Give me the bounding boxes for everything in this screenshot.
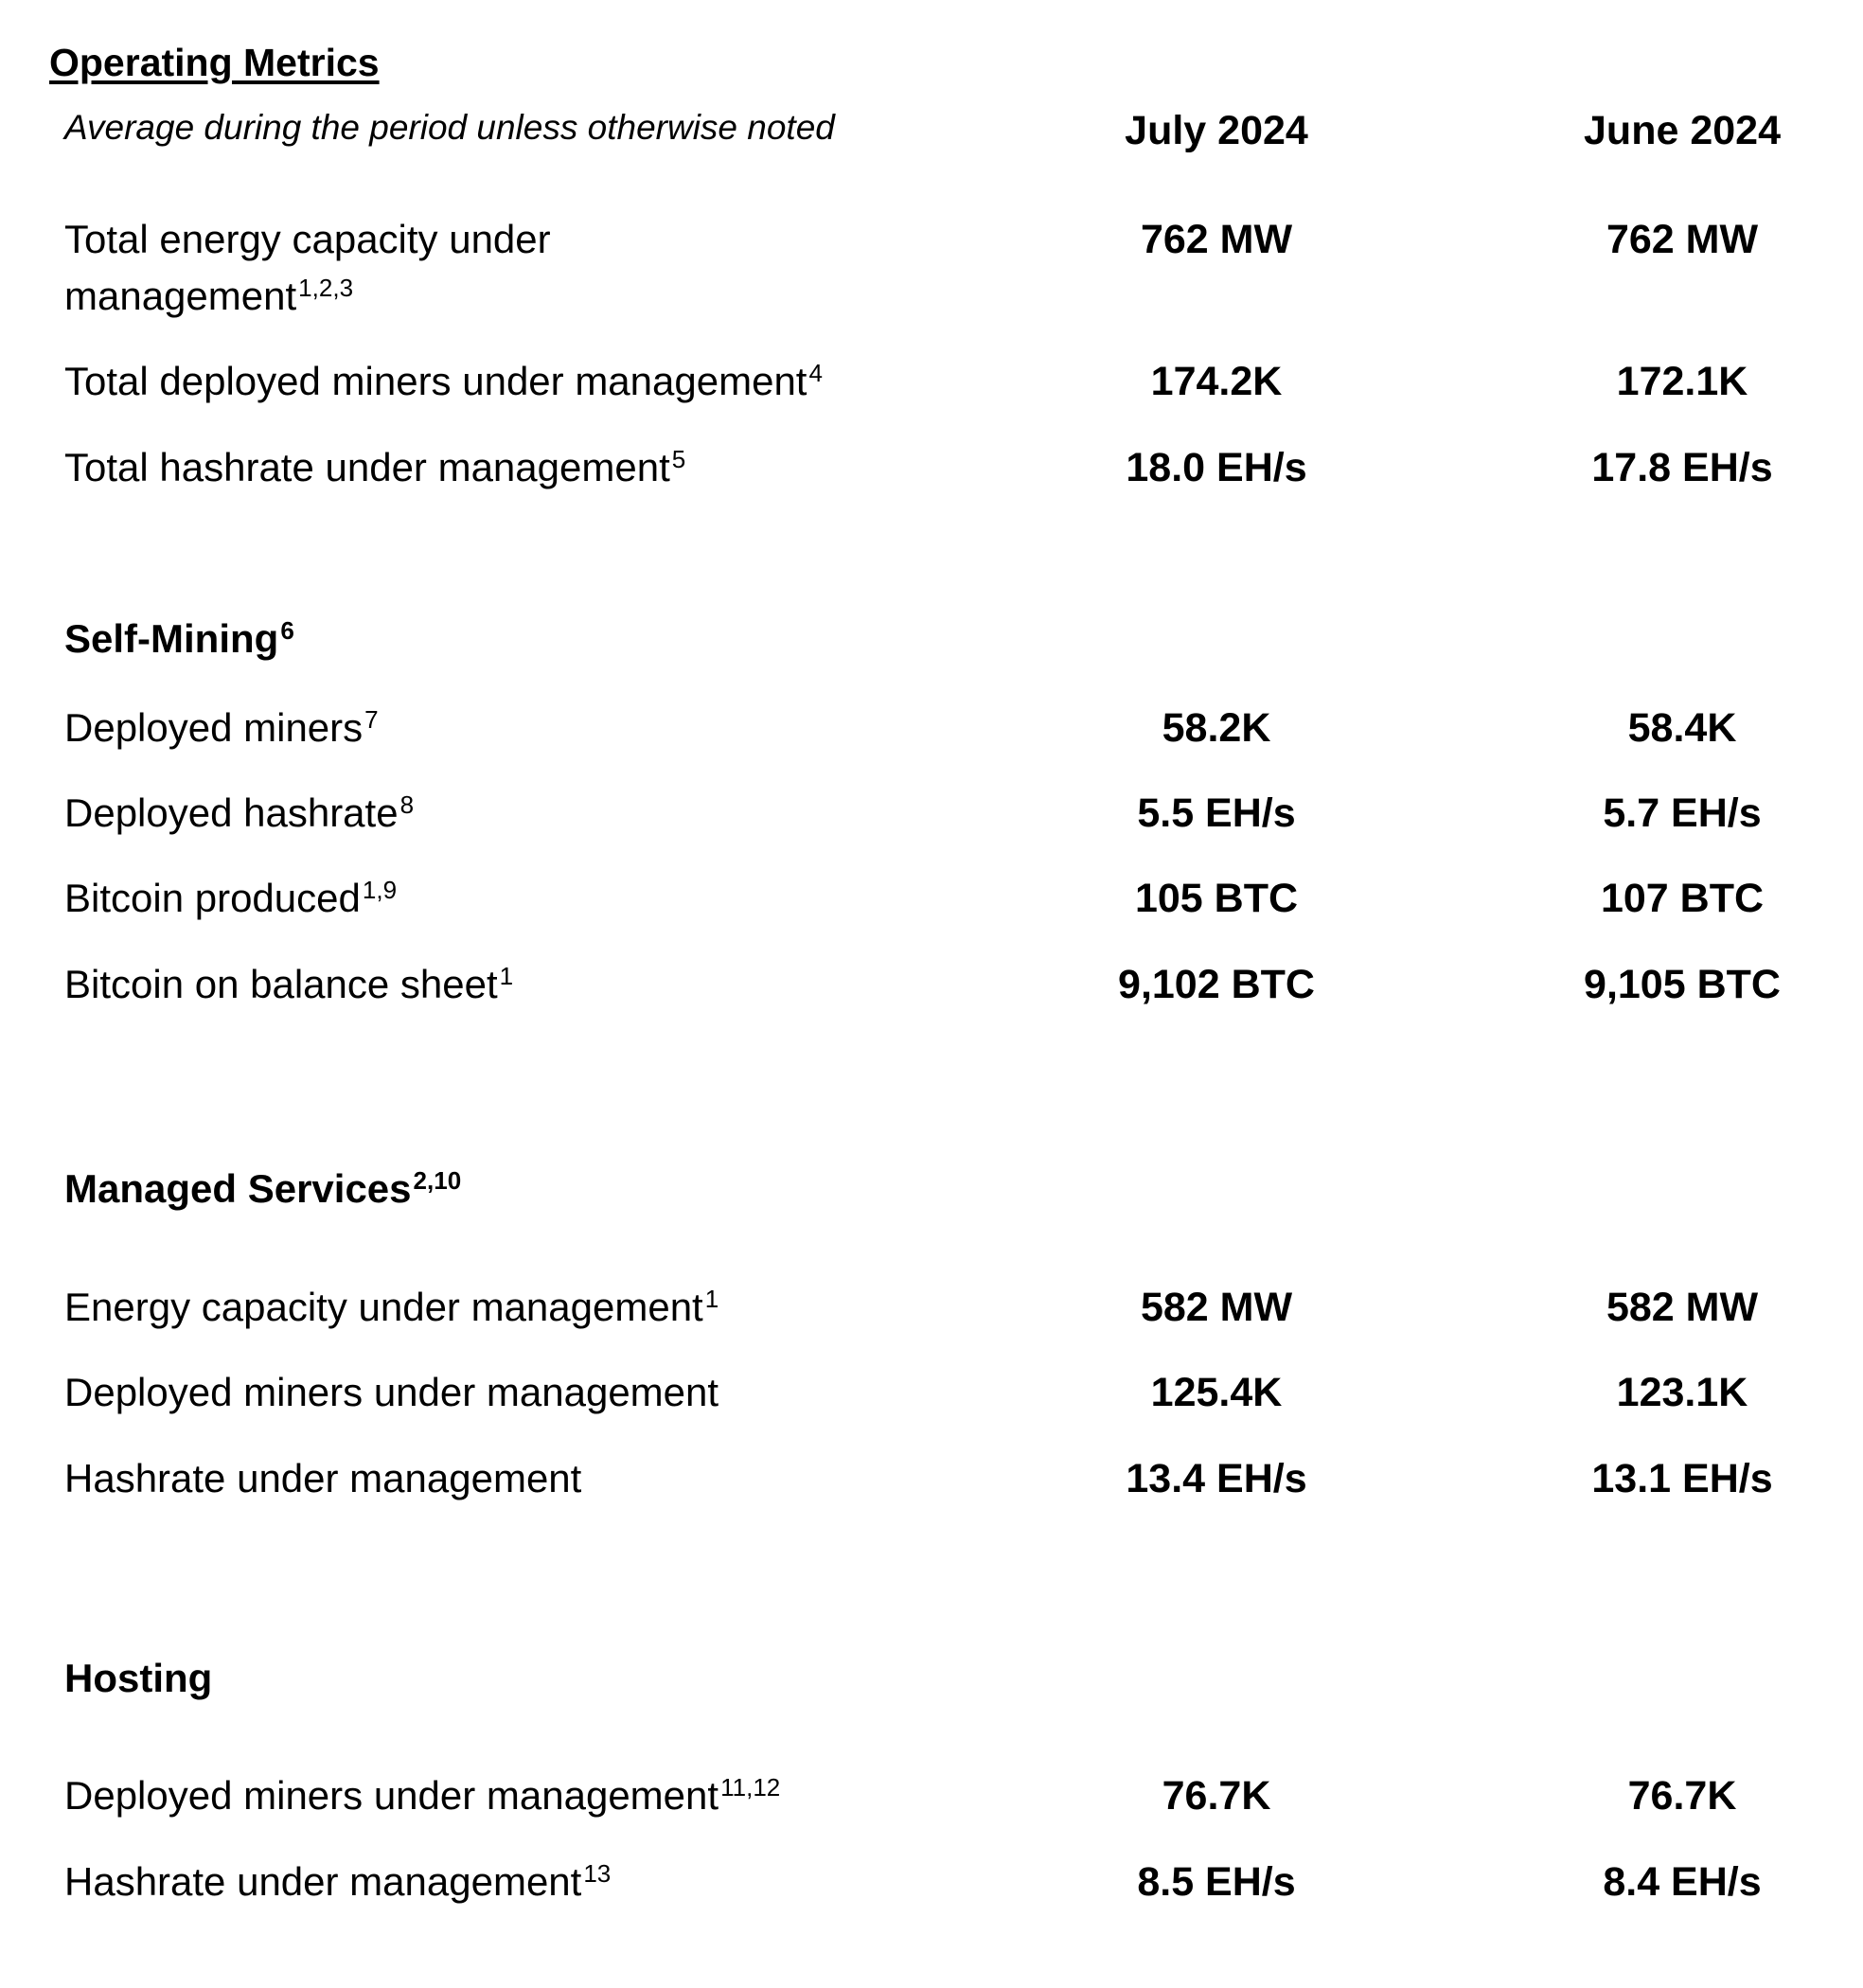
value-june-deployed-hashrate: 5.7 EH/s [1603,790,1762,836]
column-header-july-2024: July 2024 [1125,108,1308,153]
value-july-hosting-deployed-miners: 76.7K [1162,1773,1271,1819]
row-label-deployed-hashrate: Deployed hashrate$^8$ [64,790,415,835]
page-title: Operating Metrics [49,41,380,84]
value-july-deployed-miners: 58.2K [1162,705,1271,751]
value-june-managed-hashrate: 13.1 EH/s [1591,1456,1773,1501]
value-june-bitcoin-on-balance-sheet: 9,105 BTC [1584,962,1781,1007]
value-july-managed-deployed-miners: 125.4K [1150,1370,1283,1415]
section-title-managed-services: Managed Services$^{2,10}$ [64,1165,462,1211]
section-title-self-mining: Self-Mining$^6$ [64,615,294,661]
value-july-bitcoin-produced: 105 BTC [1134,876,1299,921]
value-july-deployed-hashrate: 5.5 EH/s [1137,790,1296,836]
value-july-total-energy-capacity: 762 MW [1140,217,1293,262]
row-label-total-energy-capacity: Total energy capacity under management$^{1,2,3}$ [64,217,551,318]
value-june-total-hashrate: 17.8 EH/s [1591,445,1773,490]
row-label-managed-deployed-miners: Deployed miners under management [64,1370,719,1414]
row-label-bitcoin-produced: Bitcoin produced$^{1,9}$ [64,875,398,920]
value-july-total-hashrate: 18.0 EH/s [1126,445,1307,490]
column-header-june-2024: June 2024 [1584,108,1781,153]
row-label-hosting-hashrate: Hashrate under management$^{13}$ [64,1858,612,1904]
value-july-energy-capacity: 582 MW [1140,1285,1293,1330]
value-june-deployed-miners: 58.4K [1627,705,1737,751]
row-label-deployed-miners: Deployed miners$^7$ [64,704,379,750]
value-june-energy-capacity: 582 MW [1606,1285,1759,1330]
value-july-managed-hashrate: 13.4 EH/s [1126,1456,1307,1501]
row-label-energy-capacity: Energy capacity under management$^1$ [64,1284,719,1329]
value-july-hosting-hashrate: 8.5 EH/s [1137,1859,1296,1905]
value-june-hosting-hashrate: 8.4 EH/s [1603,1859,1762,1905]
row-label-hosting-deployed-miners: Deployed miners under management$^{11,12}$ [64,1772,781,1818]
period-note: Average during the period unless otherwise noted [64,108,835,147]
row-label-total-deployed-miners: Total deployed miners under management$^4$ [64,358,823,403]
value-july-bitcoin-on-balance-sheet: 9,102 BTC [1118,962,1315,1007]
value-june-total-deployed-miners: 172.1K [1616,359,1748,404]
row-label-managed-hashrate: Hashrate under management [64,1456,582,1500]
row-label-total-hashrate: Total hashrate under management$^5$ [64,444,686,489]
value-june-total-energy-capacity: 762 MW [1606,217,1759,262]
value-june-hosting-deployed-miners: 76.7K [1627,1773,1737,1819]
value-july-total-deployed-miners: 174.2K [1150,359,1283,404]
value-june-bitcoin-produced: 107 BTC [1600,876,1765,921]
section-title-hosting: Hosting [64,1656,213,1700]
value-june-managed-deployed-miners: 123.1K [1616,1370,1748,1415]
row-label-bitcoin-on-balance-sheet: Bitcoin on balance sheet$^1$ [64,961,514,1006]
